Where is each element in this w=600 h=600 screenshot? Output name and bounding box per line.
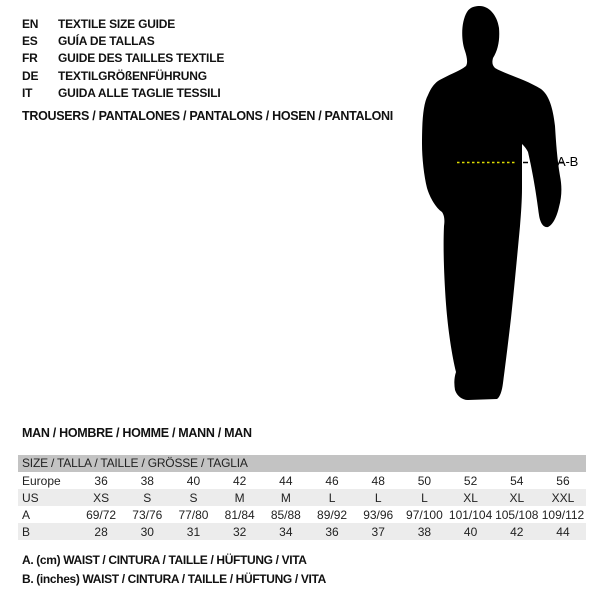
man-silhouette-svg [410, 0, 600, 410]
table-cell: M [234, 490, 245, 505]
language-code: EN [22, 16, 39, 31]
table-cell: 101/104 [448, 507, 493, 522]
man-silhouette-path [422, 6, 561, 400]
table-cell: 36 [94, 473, 108, 488]
language-row [22, 15, 224, 32]
table-row-a-cm [18, 506, 586, 523]
table-cell: 85/88 [270, 507, 301, 522]
table-cell: S [143, 490, 152, 505]
table-cell: 56 [556, 473, 570, 488]
table-cell: L [374, 490, 382, 505]
language-row [22, 32, 224, 49]
table-header: SIZE / TALLA / TAILLE / GRÖSSE / TAGLIA [18, 455, 586, 472]
table-cell: L [328, 490, 336, 505]
language-code: DE [22, 68, 39, 83]
table-cell: 97/100 [406, 507, 443, 522]
table-cell: 40 [186, 473, 201, 488]
waist-measure-label: A-B [557, 154, 579, 169]
table-cell: M [280, 490, 291, 505]
table-cell: XXL [551, 490, 575, 505]
language-title: GUIDE DES TAILLES TEXTILE [58, 51, 225, 66]
table-cell: 30 [140, 524, 154, 539]
table-cell: 89/92 [317, 507, 348, 522]
language-title: TEXTILE SIZE GUIDE [58, 16, 176, 31]
table-cell: L [421, 490, 428, 505]
row-label: US [22, 490, 39, 505]
garment-category-title: TROUSERS / PANTALONES / PANTALONS / HOSEN / PANTALONI [22, 109, 393, 123]
language-list [22, 15, 224, 102]
table-cell: 44 [279, 473, 293, 488]
table-cell: 50 [417, 473, 432, 488]
row-label: B [22, 524, 31, 539]
row-label: A [22, 507, 31, 522]
table-cell: 44 [556, 524, 570, 539]
table-cell: 109/112 [541, 507, 585, 522]
language-code: FR [22, 51, 38, 66]
table-cell: 28 [94, 524, 108, 539]
table-cell: 69/72 [86, 507, 117, 522]
table-cell: XS [93, 490, 110, 505]
language-title: GUIDA ALLE TAGLIE TESSILI [58, 86, 221, 101]
language-code: ES [22, 34, 38, 49]
language-row [22, 85, 224, 102]
table-cell: 37 [371, 524, 385, 539]
table-cell: 52 [463, 473, 478, 488]
footnote-a: A. (cm) WAIST / CINTURA / TAILLE / HÜFTUNG / VITA [22, 553, 307, 567]
size-table [18, 455, 586, 540]
table-row-us [18, 489, 586, 506]
table-cell: 77/80 [178, 507, 209, 522]
language-row [22, 67, 224, 84]
table-cell: 73/76 [132, 507, 163, 522]
language-title: TEXTILGRÖßENFÜHRUNG [58, 68, 207, 83]
table-cell: 36 [325, 524, 339, 539]
gender-title: MAN / HOMBRE / HOMME / MANN / MAN [22, 426, 252, 440]
table-cell: 38 [140, 473, 154, 488]
table-cell: 32 [232, 524, 247, 539]
footnote-b: B. (inches) WAIST / CINTURA / TAILLE / HÜFTUNG / VITA [22, 571, 326, 586]
language-title: GUÍA DE TALLAS [58, 34, 155, 49]
table-cell: 34 [279, 524, 293, 539]
table-cell: 31 [186, 524, 201, 539]
table-cell: XL [463, 490, 478, 505]
table-row-b-inches [18, 523, 586, 540]
table-cell: 40 [463, 524, 478, 539]
table-cell: 93/96 [363, 507, 394, 522]
table-cell: 42 [510, 524, 524, 539]
table-row-europe [18, 472, 586, 489]
table-cell: 54 [510, 473, 524, 488]
language-row [22, 50, 224, 67]
table-cell: 42 [232, 473, 247, 488]
language-code: IT [22, 86, 33, 101]
table-cell: 46 [325, 473, 339, 488]
table-cell: 105/108 [495, 507, 539, 522]
table-cell: XL [509, 490, 525, 505]
row-label: Europe [22, 473, 61, 488]
table-cell: 81/84 [224, 507, 255, 522]
man-silhouette-figure [410, 0, 600, 410]
footnotes [22, 551, 326, 588]
table-cell: 38 [417, 524, 432, 539]
table-cell: 48 [371, 473, 385, 488]
table-cell: S [189, 490, 198, 505]
